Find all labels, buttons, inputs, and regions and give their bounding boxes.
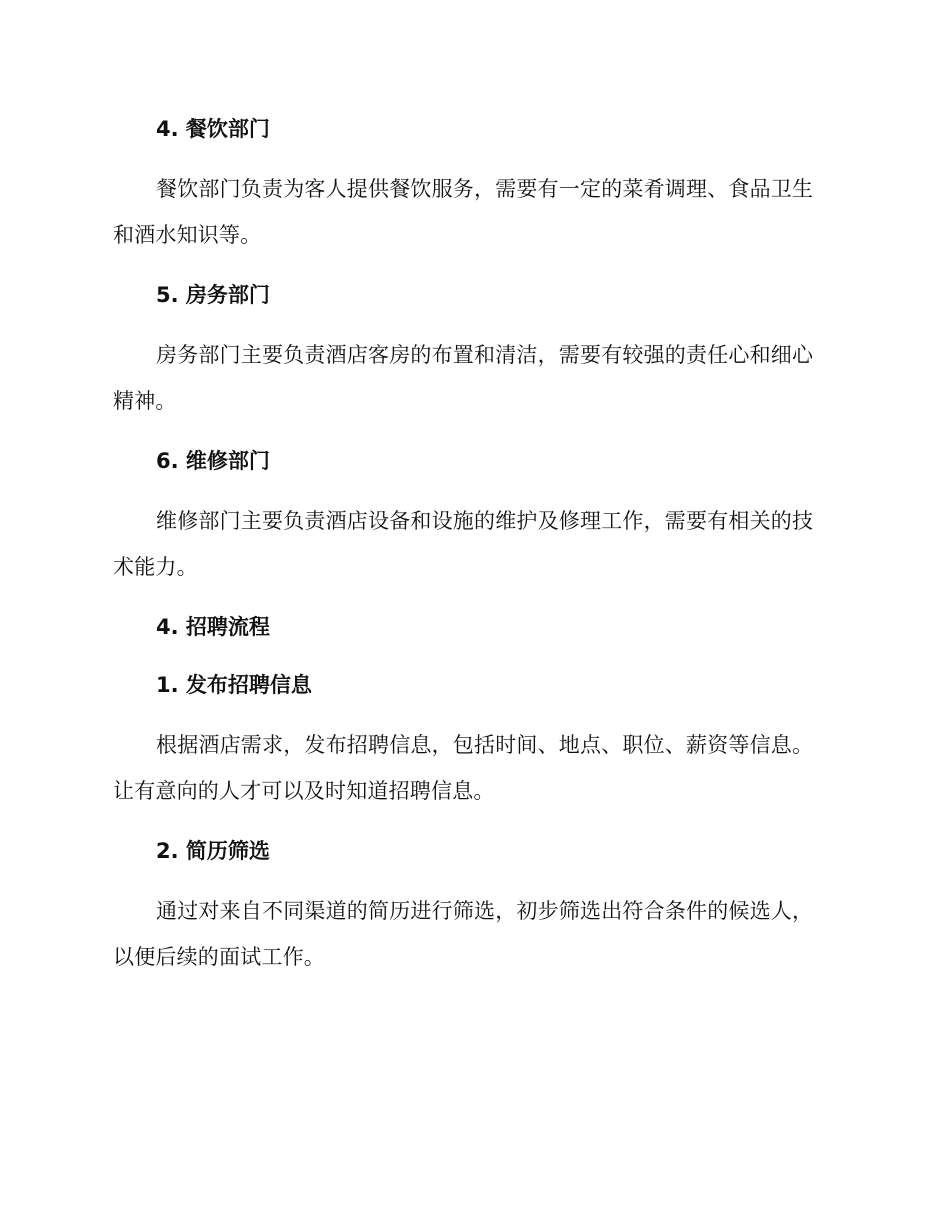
section-body-publish-info: 根据酒店需求，发布招聘信息，包括时间、地点、职位、薪资等信息。让有意向的人才可以及时知道招聘信息。 xyxy=(113,733,814,803)
document-content xyxy=(113,108,833,996)
section-heading-catering: 4. 餐饮部门 xyxy=(156,117,270,141)
section-body-catering: 餐饮部门负责为客人提供餐饮服务，需要有一定的菜肴调理、食品卫生和酒水知识等。 xyxy=(113,177,814,247)
section-heading-recruitment-process: 4. 招聘流程 xyxy=(156,615,270,639)
section-heading-maintenance: 6. 维修部门 xyxy=(156,449,270,473)
section-body-maintenance: 维修部门主要负责酒店设备和设施的维护及修理工作，需要有相关的技术能力。 xyxy=(113,509,814,579)
section-heading-publish-info: 1. 发布招聘信息 xyxy=(156,673,312,697)
section-body-housekeeping: 房务部门主要负责酒店客房的布置和清洁，需要有较强的责任心和细心精神。 xyxy=(113,343,814,413)
section-body-resume-screening: 通过对来自不同渠道的简历进行筛选，初步筛选出符合条件的候选人，以便后续的面试工作。 xyxy=(113,899,814,969)
section-heading-housekeeping: 5. 房务部门 xyxy=(156,283,270,307)
section-heading-resume-screening: 2. 简历筛选 xyxy=(156,839,270,863)
